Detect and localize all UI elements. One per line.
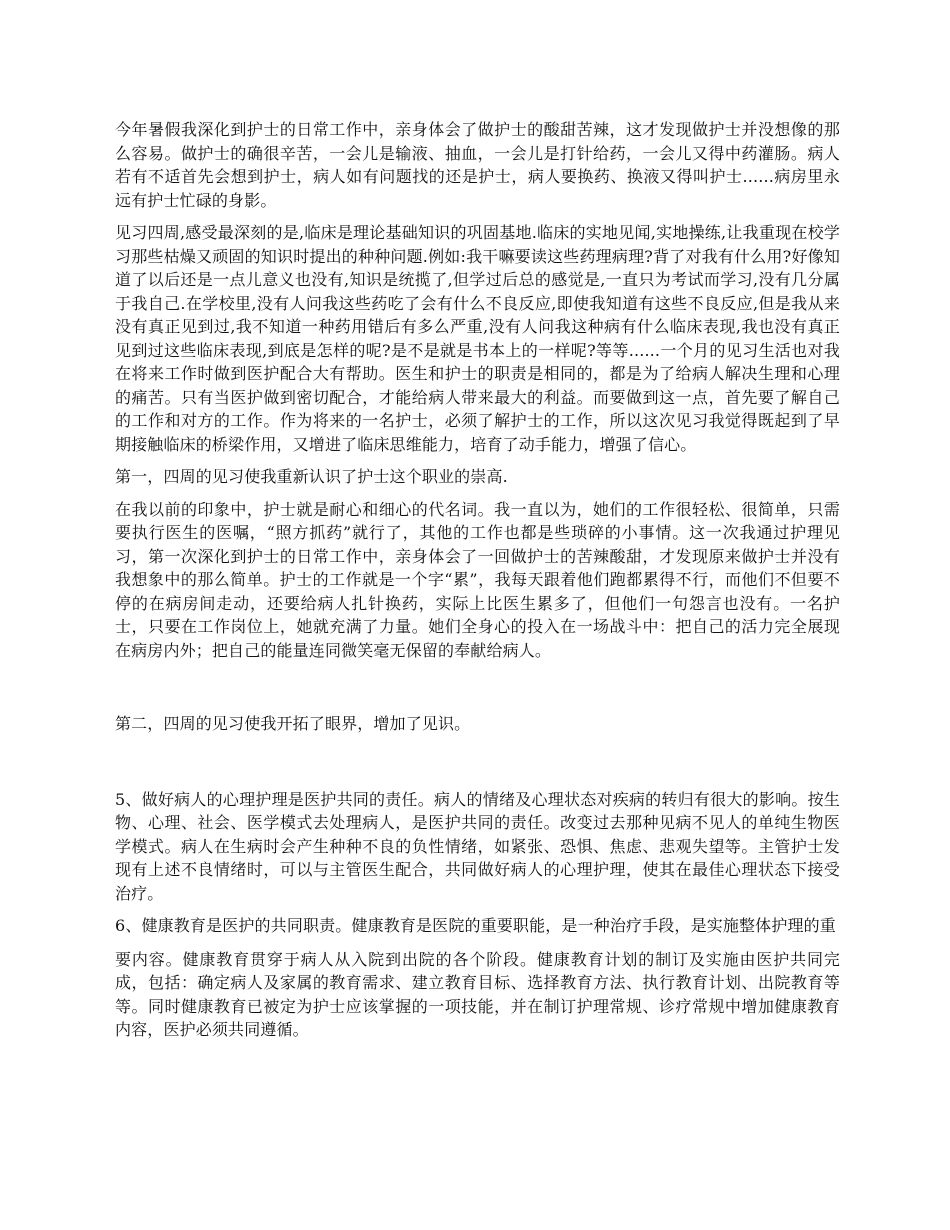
- paragraph-point-two-heading: 第二，四周的见习使我开拓了眼界，增加了见识。: [115, 714, 471, 733]
- paragraph-item-6-health-education: 6、健康教育是医护的共同职责。健康教育是医院的重要职能，是一种治疗手段，是实施整体护理的重: [115, 916, 836, 935]
- paragraph-point-one-heading: 第一，四周的见习使我重新认识了护士这个职业的崇高.: [115, 467, 508, 486]
- paragraph-nurse-impression: 在我以前的印象中，护士就是耐心和细心的代名词。我一直以为，她们的工作很轻松、很简单，只需要执行医生的医嘱，“照方抓药”就行了，其他的工作也都是些琐碎的小事情。这一次我通过护理见习，第一次深化到护士的日常工作中，亲身体会了一回做护士的苦辣酸甜，才发现原来做护士并没有我想象中的那么简单。护士的工作就是一个字“累”，我每天跟着他们跑都累得不行，而他们不但要不停的在病房间走动，还要给病人扎针换药，实际上比医生累多了，但他们一句怨言也没有。一名护士，只要在工作岗位上，她就充满了力量。她们全身心的投入在一场战斗中：把自己的活力完全展现在病房内外；把自己的能量连同微笑毫无保留的奉献给病人。: [115, 499, 840, 660]
- document-page: [115, 118, 840, 1051]
- paragraph-item-5-psychological-care: 5、做好病人的心理护理是医护共同的责任。病人的情绪及心理状态对疾病的转归有很大的影响。按生物、心理、社会、医学模式去处理病人，是医护共同的责任。改变过去那种见病不见人的单纯生物医学模式。病人在生病时会产生种种不良的负性情绪，如紧张、恐惧、焦虑、悲观失望等。主管护士发现有上述不良情绪时，可以与主管医生配合，共同做好病人的心理护理，使其在最佳心理状态下接受治疗。: [115, 789, 840, 903]
- paragraph-summer-practice: 今年暑假我深化到护士的日常工作中，亲身体会了做护士的酸甜苦辣，这才发现做护士并没想像的那么容易。做护士的确很辛苦，一会儿是输液、抽血，一会儿是打针给药，一会儿又得中药灌肠。病人若有不适首先会想到护士，病人如有问题找的还是护士，病人要换药、换液又得叫护士......病房里永远有护士忙碌的身影。: [115, 120, 840, 210]
- paragraph-four-weeks-reflection: 见习四周,感受最深刻的是,临床是理论基础知识的巩固基地.临床的实地见闻,实地操练,让我重现在校学习那些枯燥又顽固的知识时提出的种种问题.例如:我干嘛要读这些药理病理?背了对我有什么用?好像知道了以后还是一点儿意义也没有,知识是统揽了,但学过后总的感觉是,一直只为考试而学习,没有几分属于我自己.在学校里,没有人问我这些药吃了会有什么不良反应,即使我知道有这些不良反应,但是我从来没有真正见到过,我不知道一种药用错后有多么严重,没有人问我这种病有什么临床表现,我也没有真正见到过这些临床表现,到底是怎样的呢?是不是就是书本上的一样呢?等等......一个月的见习生活也对我在将来工作时做到医护配合大有帮助。医生和护士的职责是相同的，都是为了给病人解决生理和心理的痛苦。只有当医护做到密切配合，才能给病人带来最大的利益。而要做到这一点，首先要了解自己的工作和对方的工作。作为将来的一名护士，必须了解护士的工作，所以这次见习我觉得既起到了早期接触临床的桥梁作用，又增进了临床思维能力，培育了动手能力，增强了信心。: [115, 223, 840, 454]
- paragraph-item-6-continued: 要内容。健康教育贯穿于病人从入院到出院的各个阶段。健康教育计划的制订及实施由医护共同完成，包括：确定病人及家属的教育需求、建立教育目标、选择教育方法、执行教育计划、出院教育等等。同时健康教育已被定为护士应该掌握的一项技能，并在制订护理常规、诊疗常规中增加健康教育内容，医护必须共同遵循。: [115, 949, 840, 1039]
